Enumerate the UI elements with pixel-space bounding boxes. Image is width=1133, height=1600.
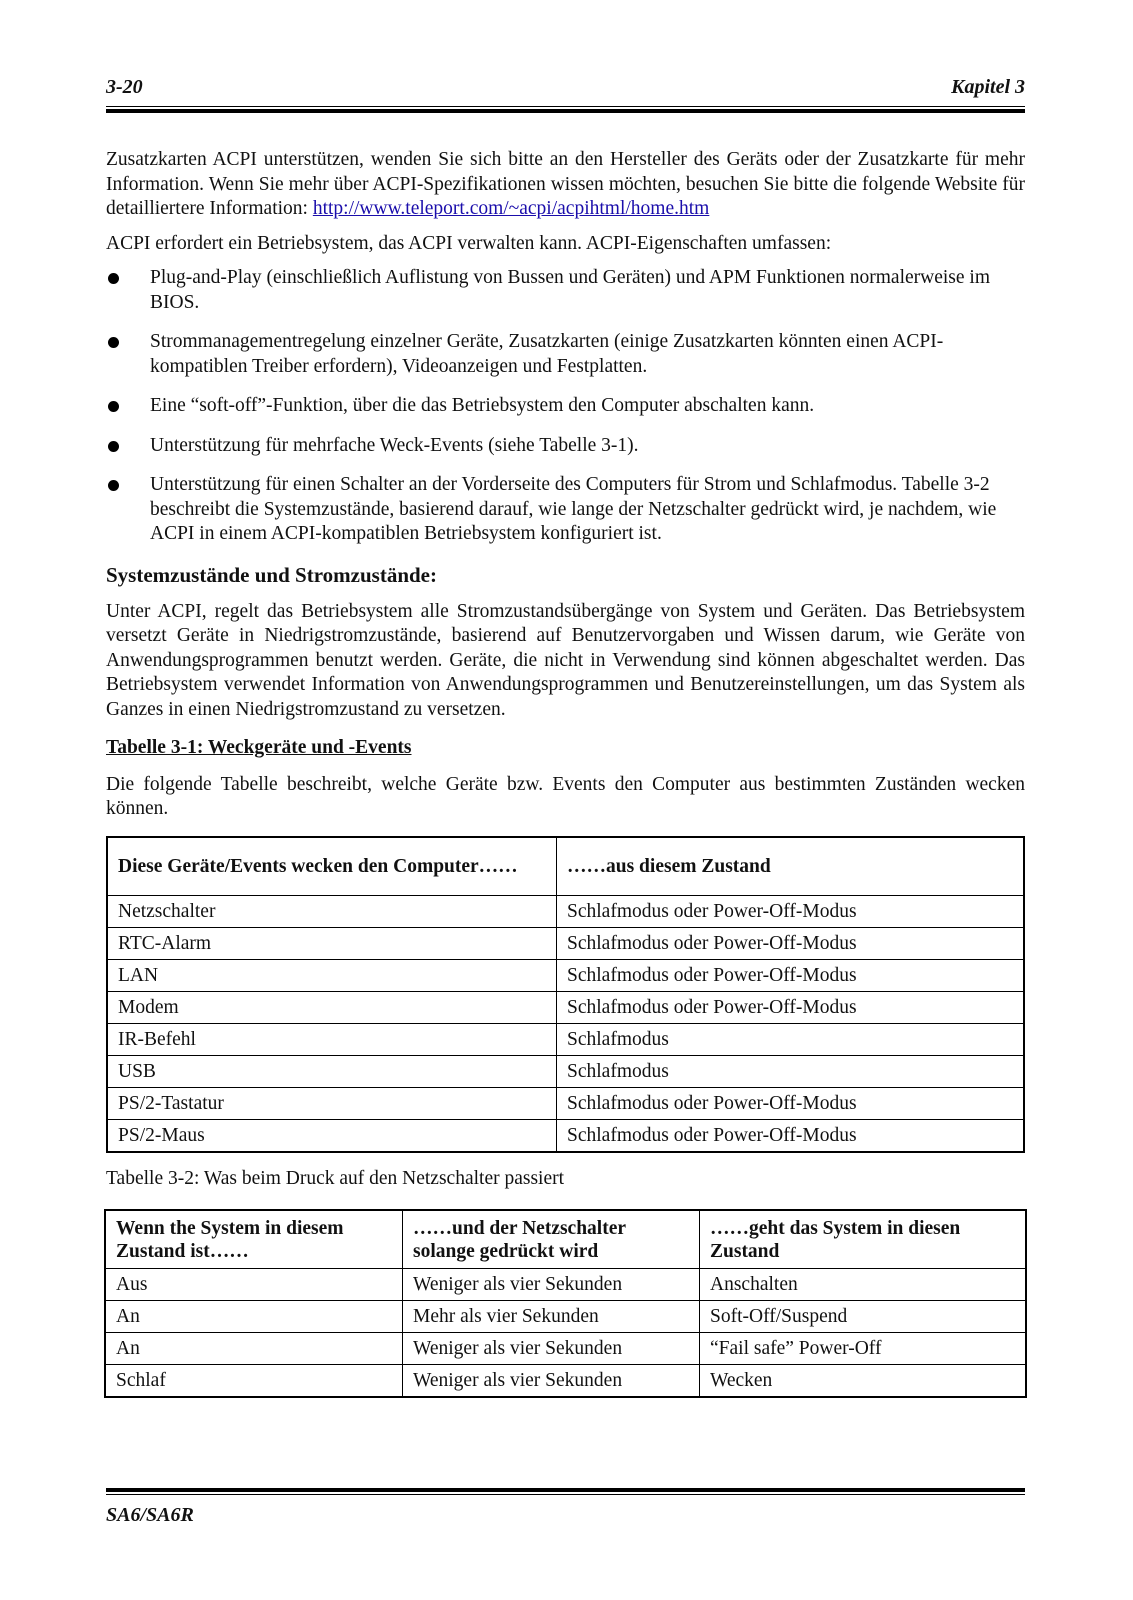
table-cell: Schlafmodus bbox=[557, 1055, 1025, 1087]
table-row bbox=[107, 927, 1024, 959]
table-cell: An bbox=[105, 1301, 403, 1333]
table-cell: Wecken bbox=[700, 1365, 1027, 1398]
table-row bbox=[105, 1365, 1026, 1398]
table-header-cell: ……geht das System in diesen Zustand bbox=[700, 1210, 1027, 1269]
table-cell: Weniger als vier Sekunden bbox=[403, 1333, 700, 1365]
table-header-cell: Diese Geräte/Events wecken den Computer…… bbox=[107, 837, 557, 896]
table-row bbox=[105, 1301, 1026, 1333]
table-cell: Anschalten bbox=[700, 1269, 1027, 1301]
table-cell: Schlafmodus oder Power-Off-Modus bbox=[557, 959, 1025, 991]
table-cell: Schlafmodus oder Power-Off-Modus bbox=[557, 1087, 1025, 1119]
table-row bbox=[107, 1087, 1024, 1119]
table-row bbox=[107, 1119, 1024, 1152]
list-item bbox=[106, 394, 1025, 419]
footer-rule-thick bbox=[106, 1488, 1025, 1492]
intro-paragraph bbox=[106, 148, 1025, 222]
table-cell: PS/2-Tastatur bbox=[107, 1087, 557, 1119]
header-rule-thin bbox=[106, 106, 1025, 107]
bullet-icon bbox=[108, 273, 119, 284]
table-cell: Weniger als vier Sekunden bbox=[403, 1365, 700, 1398]
footer-rule-thin bbox=[106, 1494, 1025, 1495]
table-row bbox=[107, 991, 1024, 1023]
table-header-cell: Wenn the System in diesem Zustand ist…… bbox=[105, 1210, 403, 1269]
table-cell: Schlafmodus oder Power-Off-Modus bbox=[557, 1119, 1025, 1152]
table-header-row bbox=[105, 1210, 1026, 1269]
acpi-requirements-paragraph: ACPI erfordert ein Betriebsystem, das ACPI verwalten kann. ACPI-Eigenschaften umfassen: bbox=[106, 232, 832, 254]
table-cell: LAN bbox=[107, 959, 557, 991]
section-paragraph: Unter ACPI, regelt das Betriebsystem alle Stromzustandsübergänge von System und Geräten. Das Betriebsystem versetzt Geräte in Niedrigstromzustände, basierend auf Benutzervorgaben und Wissen darum, wie Geräte von Anwendungsprogrammen benutzt werden. Geräte, die nicht in Verwendung sind können abgeschaltet werden. Das Betriebsystem verwendet Information von Anwendungsprogrammen und Benutzereinstellungen, um das System als Ganzes in einen Niedrigstromzustand zu versetzen. bbox=[106, 600, 1025, 720]
table-header-row bbox=[107, 837, 1024, 896]
list-item-text: Plug-and-Play (einschließlich Auflistung von Bussen und Geräten) und APM Funktionen normalerweise im BIOS. bbox=[150, 267, 991, 313]
table-cell: “Fail safe” Power-Off bbox=[700, 1333, 1027, 1365]
acpi-website-link[interactable]: http://www.teleport.com/~acpi/acpihtml/home.htm bbox=[312, 198, 710, 219]
table-row bbox=[107, 959, 1024, 991]
table-cell: PS/2-Maus bbox=[107, 1119, 557, 1152]
table-header-cell: ……und der Netzschalter solange gedrückt wird bbox=[403, 1210, 700, 1269]
table2-caption: Tabelle 3-2: Was beim Druck auf den Netzschalter passiert bbox=[106, 1167, 565, 1189]
table-cell: RTC-Alarm bbox=[107, 927, 557, 959]
section-heading: Systemzustände und Stromzustände: bbox=[106, 562, 437, 587]
table-cell: IR-Befehl bbox=[107, 1023, 557, 1055]
table-cell: An bbox=[105, 1333, 403, 1365]
table-cell: Weniger als vier Sekunden bbox=[403, 1269, 700, 1301]
table-cell: USB bbox=[107, 1055, 557, 1087]
list-item-text: Unterstützung für einen Schalter an der Vorderseite des Computers für Strom und Schlafmodus. Tabelle 3-2 beschreibt die Systemzustände, basierend darauf, wie lange der Netzschalter gedrückt wird, je nachdem, wie ACPI in einem ACPI-kompatiblen Betriebsystem konfiguriert ist. bbox=[150, 474, 997, 544]
table-cell: Aus bbox=[105, 1269, 403, 1301]
list-item bbox=[106, 434, 1025, 459]
bullet-icon bbox=[108, 337, 119, 348]
table-cell: Modem bbox=[107, 991, 557, 1023]
bullet-icon bbox=[108, 441, 119, 452]
table-cell: Schlafmodus oder Power-Off-Modus bbox=[557, 927, 1025, 959]
table-row bbox=[105, 1269, 1026, 1301]
page-content bbox=[106, 148, 1025, 1398]
list-item-text: Strommanagementregelung einzelner Geräte, Zusatzkarten (einige Zusatzkarten könnten einen ACPI-kompatiblen Treiber erfordern), Videoanzeigen und Festplatten. bbox=[150, 331, 944, 377]
intro-text: Zusatzkarten ACPI unterstützen, wenden Sie sich bitte an den Hersteller des Geräts oder der Zusatzkarte für mehr Information. Wenn Sie mehr über ACPI-Spezifikationen wissen möchten, besuchen Sie bitte die folgende Website für detailliertere Information: bbox=[106, 149, 1025, 219]
table-row bbox=[107, 895, 1024, 927]
table-cell: Schlaf bbox=[105, 1365, 403, 1398]
table-cell: Schlafmodus oder Power-Off-Modus bbox=[557, 991, 1025, 1023]
bullet-icon bbox=[108, 401, 119, 412]
table-header-cell: ……aus diesem Zustand bbox=[557, 837, 1025, 896]
chapter-label: Kapitel 3 bbox=[951, 76, 1025, 98]
page-header bbox=[106, 76, 1025, 106]
table-cell: Schlafmodus bbox=[557, 1023, 1025, 1055]
wake-events-table bbox=[106, 836, 1025, 1153]
table-row bbox=[107, 1055, 1024, 1087]
list-item bbox=[106, 266, 1025, 315]
table-cell: Soft-Off/Suspend bbox=[700, 1301, 1027, 1333]
table-row bbox=[105, 1333, 1026, 1365]
bullet-icon bbox=[108, 480, 119, 491]
table-cell: Schlafmodus oder Power-Off-Modus bbox=[557, 895, 1025, 927]
table-cell: Mehr als vier Sekunden bbox=[403, 1301, 700, 1333]
table-cell: Netzschalter bbox=[107, 895, 557, 927]
power-button-table bbox=[104, 1209, 1027, 1398]
table1-description: Die folgende Tabelle beschreibt, welche Geräte bzw. Events den Computer aus bestimmten Zuständen wecken können. bbox=[106, 773, 1025, 819]
list-item bbox=[106, 473, 1025, 547]
acpi-features-list bbox=[106, 266, 1025, 547]
list-item-text: Eine “soft-off”-Funktion, über die das Betriebsystem den Computer abschalten kann. bbox=[150, 395, 815, 416]
table-row bbox=[107, 1023, 1024, 1055]
header-rule-thick bbox=[106, 109, 1025, 113]
table1-title: Tabelle 3-1: Weckgeräte und -Events bbox=[106, 737, 412, 758]
list-item bbox=[106, 330, 1025, 379]
page-number: 3-20 bbox=[106, 76, 143, 98]
list-item-text: Unterstützung für mehrfache Weck-Events (siehe Tabelle 3-1). bbox=[150, 434, 639, 456]
footer-model: SA6/SA6R bbox=[106, 1504, 194, 1526]
